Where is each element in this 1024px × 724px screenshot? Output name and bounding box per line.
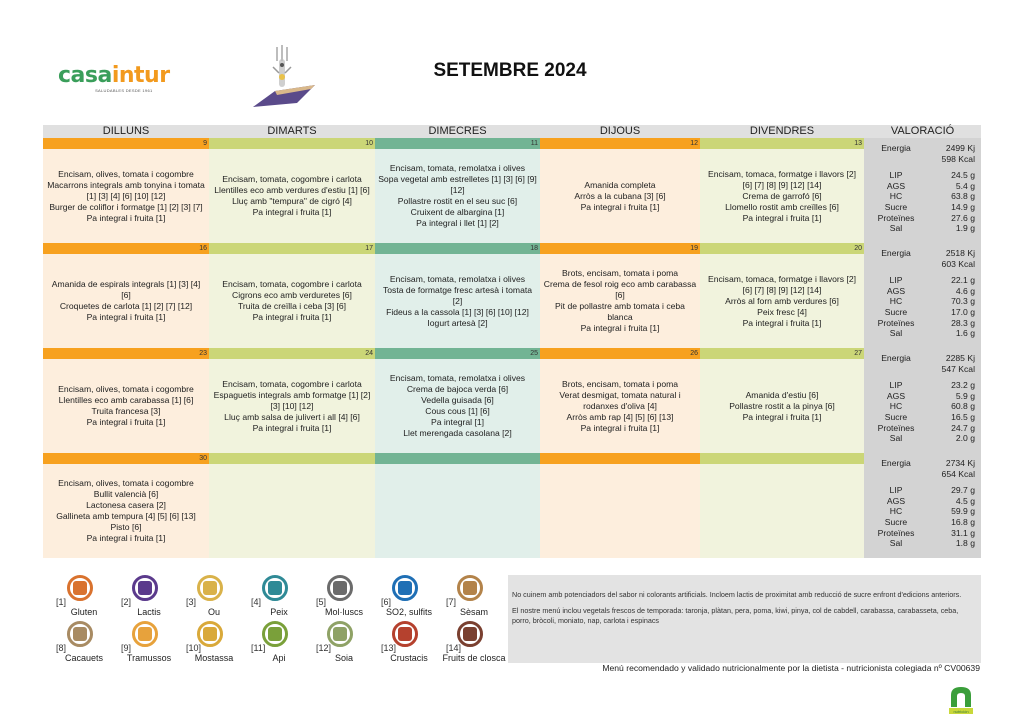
header-dimecres: DIMECRES [428, 125, 487, 137]
valuation-value: 2.0 g [955, 433, 975, 444]
menu-item: Encisam, olives, tomata i cogombre [58, 168, 194, 179]
valuation-value: 2518 Kj [945, 248, 975, 258]
menu-item: Pollastre rostit a la pinya [6] [729, 400, 835, 411]
allergen-name: Peix [270, 607, 288, 617]
header-row [43, 125, 981, 138]
valuation-value: 60.8 g [951, 401, 975, 412]
valuation-value: 29.7 g [951, 485, 975, 496]
day-menu [540, 464, 700, 558]
day-date: 11 [375, 138, 540, 149]
allergen-item [310, 621, 378, 667]
valuation-label: Sal [889, 538, 903, 549]
day-date: 27 [700, 348, 864, 359]
day-date: 9 [43, 138, 209, 149]
week-row [43, 348, 981, 453]
valuation-value: 2285 Kj [945, 353, 975, 363]
menu-item: Cous cous [1] [6] [425, 406, 490, 416]
allergen-number: [2] [121, 597, 132, 607]
allergen-number: [8] [56, 643, 67, 653]
day-date: 30 [43, 453, 209, 464]
day-date [540, 453, 700, 464]
menu-item: Brots, encisam, tomata i poma [561, 378, 679, 389]
day-cell [700, 138, 864, 243]
menu-item: Peix fresc [4] [757, 306, 807, 317]
day-menu [375, 149, 540, 243]
menu-item: Verat desmigat, tomata natural i rodanxes d'oliva [4] [559, 389, 681, 411]
allergen-name: Fruits de closca [442, 653, 506, 663]
allergen-number: [11] [251, 643, 266, 653]
day-date: 17 [209, 243, 375, 254]
day-cell [209, 453, 375, 558]
valuation-value: 5.9 g [955, 390, 975, 401]
valuation-value: 547 Kcal [941, 363, 975, 374]
allergen-item [440, 621, 508, 667]
menu-item: Pa integral i fruita [1] [252, 422, 332, 433]
allergen-name: Crustacis [390, 653, 428, 663]
logo-tagline: SALUDABLES DESDE 1961 [95, 88, 153, 93]
day-cell [700, 243, 864, 348]
allergen-item [245, 575, 313, 621]
valuation-label: Proteïnes [877, 212, 915, 223]
menu-calendar [43, 125, 981, 558]
menu-item: Arròs al forn amb verdures [6] [725, 295, 839, 306]
celery-icon [262, 621, 288, 647]
egg-icon [197, 575, 223, 601]
day-menu [209, 254, 375, 348]
menu-item: Lluç amb salsa de julivert i all [4] [6] [224, 411, 360, 422]
day-cell [540, 243, 700, 348]
menu-item: Pa integral i fruita [1] [580, 422, 660, 433]
valuation-label: LIP [889, 485, 903, 496]
allergen-name: Tramussos [126, 653, 172, 663]
valuation-value: 4.6 g [955, 285, 975, 296]
allergen-name: Api [272, 653, 286, 663]
day-date: 16 [43, 243, 209, 254]
day-date [700, 453, 864, 464]
day-menu [375, 464, 540, 558]
menu-item: Iogurt artesà [2] [427, 317, 488, 328]
day-cell [209, 138, 375, 243]
dietitian-footer: Menú recomendado y validado nutricionalmente por la dietista - nutricionista colegiada nº CV00639 [602, 663, 980, 673]
day-cell [209, 243, 375, 348]
day-date: 19 [540, 243, 700, 254]
day-date: 25 [375, 348, 540, 359]
menu-item: Pa integral i fruita [1] [252, 312, 332, 322]
menu-item: Gallineta amb tempura [4] [5] [6] [13] [56, 511, 196, 521]
valuation-label: AGS [886, 390, 906, 401]
menu-item: Pollastre rostit en el seu suc [6] [397, 196, 518, 206]
day-cell [43, 453, 209, 558]
menu-item: Encisam, tomaca, formatge i llavors [2] [6] [7] [8] [9] [12] [14] [707, 273, 857, 295]
menu-item: Amanida de espirals integrals [1] [3] [4] [6] [51, 279, 201, 300]
menu-item: Crema de fesol roig eco amb carabassa [6] [543, 279, 697, 300]
menu-item: Llentilles eco amb carabassa [1] [6] [58, 395, 194, 405]
day-cell [700, 453, 864, 558]
menu-item: Pisto [6] [110, 522, 142, 532]
valuation-label [870, 469, 922, 480]
day-date: 20 [700, 243, 864, 254]
day-date: 18 [375, 243, 540, 254]
valuation-label: Sal [889, 223, 903, 234]
menu-item: Encisam, tomata, remolatxa i olives [389, 163, 526, 173]
menu-item: Amanida d'estiu [6] [745, 389, 819, 400]
valuation-label: Sal [889, 328, 903, 339]
day-date [375, 453, 540, 464]
allergen-name: Gluten [70, 607, 98, 617]
day-cell [209, 348, 375, 453]
day-cell [375, 348, 540, 453]
day-cell [375, 453, 540, 558]
allergen-number: [12] [316, 643, 332, 653]
allergen-item [245, 621, 313, 667]
note-seasonal-vegetables: El nostre menú inclou vegetals frescos de temporada: taronja, plàtan, pera, poma, kiwi, pinya, col de cabdell, carabassa, carabasseta, ceba, porro, bròcoli, moniato, nap, carlota i espinacs [512, 605, 959, 625]
day-menu [700, 464, 864, 558]
menu-item: Burger de coliflor i formatge [1] [2] [3] [7] [49, 201, 203, 212]
valuation-label: Sal [889, 433, 903, 444]
valuation-value: 1.8 g [955, 538, 975, 549]
nutritional-valuation [864, 138, 981, 243]
menu-item: Truita francesa [3] [91, 406, 161, 416]
valuation-value: 24.5 g [951, 170, 975, 181]
lupin-icon [132, 621, 158, 647]
menu-item: Crema de bajoca verda [6] [406, 384, 509, 394]
header-divendres: DIVENDRES [749, 125, 815, 137]
valuation-label: LIP [889, 275, 903, 286]
allergen-number: [10] [186, 643, 202, 653]
allergen-legend [50, 575, 510, 667]
valuation-value: 17.0 g [951, 306, 975, 317]
day-date: 13 [700, 138, 864, 149]
milk-icon [132, 575, 158, 601]
menu-item: Arròs amb rap [4] [5] [6] [13] [566, 411, 674, 422]
day-menu [43, 464, 209, 558]
nutrition-logo-text: nutrición [953, 709, 969, 714]
logo-text-casa: casa [58, 63, 112, 88]
day-date: 24 [209, 348, 375, 359]
valuation-value: 16.8 g [951, 516, 975, 527]
allergen-item [375, 575, 443, 621]
valuation-value: 70.3 g [951, 296, 975, 307]
wheat-icon [67, 575, 93, 601]
allergen-item [50, 621, 118, 667]
day-cell [375, 138, 540, 243]
valuation-label: Energia [881, 143, 911, 153]
day-date: 10 [209, 138, 375, 149]
menu-item: Pa integral i fruita [1] [86, 417, 166, 427]
valuation-value: 598 Kcal [941, 153, 975, 164]
valuation-label: Proteïnes [877, 422, 915, 433]
valuation-value: 5.4 g [955, 180, 975, 191]
fork-mascot-book-icon [245, 45, 325, 113]
menu-item: Tosta de formatge fresc artesà i tomata [2] [382, 284, 533, 306]
valuation-label: Energia [881, 248, 911, 258]
valuation-value: 27.6 g [951, 212, 975, 223]
menu-item: Encisam, tomaca, formatge i llavors [2] [6] [7] [8] [9] [12] [14] [707, 168, 857, 190]
day-cell [540, 138, 700, 243]
peanut-icon [67, 621, 93, 647]
valuation-label: Sucre [884, 306, 908, 317]
menu-item: Pa integral i fruita [1] [86, 312, 166, 322]
valuation-value: 1.6 g [955, 328, 975, 339]
menu-item: Pa integral i fruita [1] [742, 212, 822, 223]
nutritional-valuation [864, 453, 981, 558]
day-menu [43, 149, 209, 243]
menu-item: Crema de garrofó [6] [742, 190, 822, 201]
valuation-label: AGS [886, 495, 906, 506]
valuation-value: 4.5 g [955, 495, 975, 506]
valuation-label: LIP [889, 380, 903, 391]
menu-item: Llentilles eco amb verdures d'estiu [1] [6] [214, 185, 370, 195]
menu-item: Pa integral i fruita [1] [86, 533, 166, 543]
day-menu [43, 359, 209, 453]
menu-item: Espaguetis integrals amb formatge [1] [2] [3] [10] [12] [213, 389, 371, 411]
menu-item: Pa integral i fruita [1] [580, 323, 660, 333]
day-cell [43, 138, 209, 243]
allergen-number: [3] [186, 597, 197, 607]
day-menu [209, 464, 375, 558]
day-cell [43, 348, 209, 453]
menu-item: Bullit valencià [6] [93, 489, 159, 499]
valuation-label: Sucre [884, 516, 908, 527]
menu-item: Pa integral i llet [1] [2] [416, 218, 499, 228]
day-menu [540, 149, 700, 243]
menu-item: Encisam, tomata, cogombre i carlota [222, 279, 362, 289]
menu-item: Pa integral i fruita [1] [742, 411, 822, 422]
header-dimarts: DIMARTS [267, 125, 317, 137]
allergen-name: Sèsam [459, 607, 488, 617]
menu-item: Encisam, tomata, cogombre i carlota [222, 378, 362, 389]
header-dilluns: DILLUNS [102, 125, 150, 137]
valuation-value: 2499 Kj [945, 143, 975, 153]
day-cell [43, 243, 209, 348]
day-menu [375, 359, 540, 453]
allergen-number: [6] [381, 597, 392, 607]
valuation-value: 16.5 g [951, 411, 975, 422]
valuation-label [870, 154, 922, 165]
sesame-icon [457, 575, 483, 601]
valuation-label: Sucre [884, 411, 908, 422]
allergen-item [180, 621, 248, 667]
week-row [43, 453, 981, 558]
menu-item: Brots, encisam, tomata i poma [561, 268, 679, 278]
valuation-label: Energia [881, 458, 911, 468]
day-menu [209, 149, 375, 243]
mollusc-icon [327, 575, 353, 601]
valuation-value: 31.1 g [951, 527, 975, 538]
valuation-label: Proteïnes [877, 317, 915, 328]
valuation-value: 1.9 g [955, 223, 975, 234]
allergen-number: [5] [316, 597, 327, 607]
notes-box [508, 575, 981, 663]
sulphite-icon [392, 575, 418, 601]
allergen-item [440, 575, 508, 621]
allergen-name: Mostassa [194, 653, 234, 663]
allergen-item [50, 575, 118, 621]
valuation-value: 14.9 g [951, 201, 975, 212]
logo-text-intur: intur [111, 63, 170, 88]
menu-item: Encisam, olives, tomata i cogombre [58, 384, 194, 394]
day-date: 26 [540, 348, 700, 359]
menu-item: Pa integral i fruita [1] [252, 207, 332, 217]
header-dijous: DIJOUS [599, 125, 641, 137]
menu-item: Encisam, tomata, remolatxa i olives [389, 273, 526, 284]
menu-item: Lluç amb "tempura" de cigró [4] [232, 196, 352, 206]
menu-item: Pa integral i fruita [1] [580, 201, 660, 212]
valuation-label: AGS [886, 180, 906, 191]
day-menu [700, 149, 864, 243]
allergen-name: Ou [207, 607, 220, 617]
day-menu [375, 254, 540, 348]
day-menu [209, 359, 375, 453]
nutrition-logo-icon [948, 685, 974, 715]
week-row [43, 243, 981, 348]
menu-item: Pa integral i fruita [1] [742, 317, 822, 328]
menu-item: Lactonesa casera [2] [86, 500, 166, 510]
day-cell [540, 348, 700, 453]
valuation-label: HC [889, 401, 903, 412]
valuation-value: 23.2 g [951, 380, 975, 391]
valuation-value: 22.1 g [951, 275, 975, 286]
day-menu [540, 359, 700, 453]
allergen-item [310, 575, 378, 621]
menu-item: Sopa vegetal amb estrelletes [1] [3] [6] [9] [12] [378, 174, 537, 195]
allergen-number: [9] [121, 643, 132, 653]
valuation-label: Sucre [884, 201, 908, 212]
menu-item: Cruixent de albargina [1] [410, 207, 505, 217]
allergen-item [115, 575, 183, 621]
valuation-value: 63.8 g [951, 191, 975, 202]
week-row [43, 138, 981, 243]
valuation-value: 24.7 g [951, 422, 975, 433]
menu-item: Amanida completa [584, 179, 656, 190]
valuation-value: 28.3 g [951, 317, 975, 328]
menu-item: Croquetes de carlota [1] [2] [7] [12] [59, 301, 193, 311]
day-cell [700, 348, 864, 453]
allergen-name: Lactis [137, 607, 161, 617]
day-date [209, 453, 375, 464]
day-date: 12 [540, 138, 700, 149]
menu-item: Truita de creïlla i ceba [3] [6] [237, 301, 347, 311]
note-additives: No cuinem amb potenciadors del sabor ni colorants artificials. Incloem lactis de proximitat amb reducció de sucre enfront d'edicions anteriors. [512, 590, 962, 599]
menu-item: Encisam, tomata, cogombre i carlota [222, 174, 362, 184]
menu-item: Encisam, olives, tomata i cogombre [58, 478, 194, 488]
day-menu [700, 254, 864, 348]
valuation-label: LIP [889, 170, 903, 181]
menu-item: Pa integral [1] [430, 417, 484, 427]
day-menu [43, 254, 209, 348]
valuation-label: AGS [886, 285, 906, 296]
day-menu [700, 359, 864, 453]
nutritional-valuation [864, 348, 981, 453]
allergen-item [180, 575, 248, 621]
day-cell [540, 453, 700, 558]
valuation-label [870, 364, 922, 375]
valuation-label: Proteïnes [877, 527, 915, 538]
menu-item: Vedella guisada [6] [421, 395, 494, 405]
day-menu [540, 254, 700, 348]
valuation-label [870, 259, 922, 270]
nutritional-valuation [864, 243, 981, 348]
menu-item: Macarrons integrals amb tonyina i tomata [1] [3] [4] [6] [10] [12] [47, 179, 205, 201]
valuation-value: 603 Kcal [941, 258, 975, 269]
allergen-number: [1] [56, 597, 67, 607]
header-valoracio: VALORACIÓ [890, 125, 955, 137]
menu-item: Pa integral i fruita [1] [86, 212, 166, 223]
valuation-label: HC [889, 296, 903, 307]
allergen-number: [4] [251, 597, 262, 607]
page-title: SETEMBRE 2024 [433, 60, 587, 81]
allergen-number: [7] [446, 597, 457, 607]
valuation-value: 2734 Kj [945, 458, 975, 468]
valuation-label: HC [889, 506, 903, 517]
menu-item: Cigrons eco amb verduretes [6] [232, 290, 352, 300]
menu-item: Encisam, tomata, remolatxa i olives [389, 373, 526, 383]
allergen-item [375, 621, 443, 667]
menu-item: Pit de pollastre amb tomata i ceba blanca [555, 301, 685, 322]
allergen-item [115, 621, 183, 667]
fish-icon [262, 575, 288, 601]
menu-item: Llet merengada casolana [2] [403, 428, 512, 438]
allergen-name: Mol·luscs [324, 607, 363, 617]
valuation-label: Energia [881, 353, 911, 363]
menu-item: Arròs a la cubana [3] [6] [574, 190, 666, 201]
allergen-number: [14] [446, 643, 462, 653]
allergen-name: Soia [334, 653, 353, 663]
allergen-name: SO2, sulfits [385, 607, 432, 617]
day-cell [375, 243, 540, 348]
allergen-name: Cacauets [64, 653, 104, 663]
menu-item: Llomello rostit amb creïlles [6] [725, 201, 839, 212]
valuation-value: 654 Kcal [941, 468, 975, 479]
allergen-number: [13] [381, 643, 397, 653]
day-date: 23 [43, 348, 209, 359]
valuation-label: HC [889, 191, 903, 202]
valuation-value: 59.9 g [951, 506, 975, 517]
casaintur-logo [58, 64, 170, 93]
menu-item: Fideus a la cassola [1] [3] [6] [10] [12] [386, 306, 529, 317]
